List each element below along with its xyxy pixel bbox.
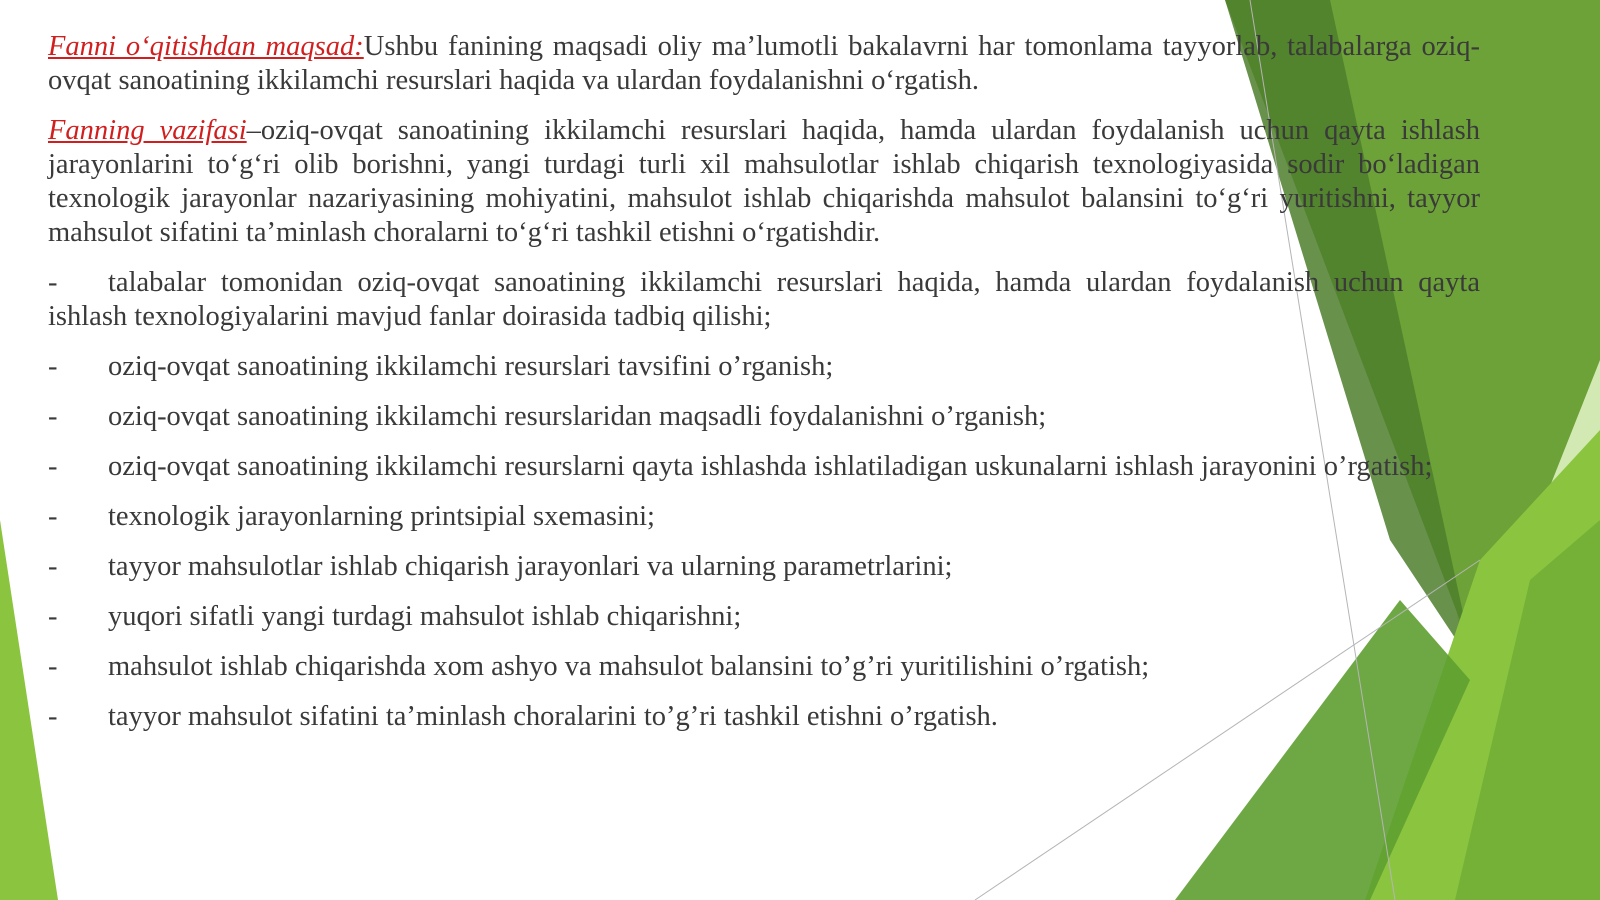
list-item-text: yuqori sifatli yangi turdagi mahsulot ishlab chiqarishni; — [108, 601, 742, 632]
goal-text: Ushbu fanining maqsadi oliy ma’lumotli bakalavrni har tomonlama tayyorlab, talabalarga oziq-ovqat sanoatining ikkilamchi resurslari haqida va ulardan foydalanishni o‘rgatish. — [48, 31, 1481, 96]
list-item-text: talabalar tomonidan oziq-ovqat sanoatining ikkilamchi resurslari haqida, hamda ulardan foydalanish uchun qayta ishlash texnologiyalarini mavjud fanlar doirasida tadbiq qilishi; — [48, 267, 1480, 332]
list-item — [48, 400, 1480, 434]
task-text: –oziq-ovqat sanoatining ikkilamchi resurslari haqida, hamda ulardan foydalanish uchun qayta ishlash jarayonlarini to‘g‘ri olib borishni, yangi turdagi turli xil mahsulotlar ishlab chiqarish texnologiyasida sodir bo‘ladigan texnologik jarayonlar nazariyasining mohiyatini, mahsulot ishlab chiqarishda mahsulot balansini to‘g‘ri yuritishni, tayyor mahsulot sifatini ta’minlash choralarni to‘g‘ri tashkil etishni o‘rgatishdir. — [48, 115, 1480, 248]
dash-bullet: - — [48, 551, 58, 582]
list-item — [48, 450, 1480, 484]
dash-bullet: - — [48, 351, 58, 382]
list-item — [48, 500, 1480, 534]
list-item — [48, 550, 1480, 584]
list-item-text: mahsulot ishlab chiqarishda xom ashyo va mahsulot balansini to’g’ri yuritilishini o’rgatish; — [108, 651, 1150, 682]
dash-bullet: - — [48, 451, 58, 482]
goal-paragraph — [48, 30, 1480, 98]
task-term: Fanning vazifasi — [48, 115, 247, 146]
dash-bullet: - — [48, 701, 58, 732]
list-item — [48, 700, 1480, 734]
goal-term: Fanni o‘qitishdan maqsad: — [48, 31, 364, 62]
list-item — [48, 350, 1480, 384]
list-item — [48, 600, 1480, 634]
dash-bullet: - — [48, 501, 58, 532]
dash-bullet: - — [48, 267, 58, 298]
list-item-text: oziq-ovqat sanoatining ikkilamchi resurslari tavsifini o’rganish; — [108, 351, 834, 382]
list-item-text: texnologik jarayonlarning printsipial sxemasini; — [108, 501, 655, 532]
dash-bullet: - — [48, 401, 58, 432]
list-item-text: oziq-ovqat sanoatining ikkilamchi resurslarni qayta ishlashda ishlatiladigan uskunalarni ishlash jarayonini o’rgatish; — [108, 451, 1433, 482]
list-item-text: oziq-ovqat sanoatining ikkilamchi resurslaridan maqsadli foydalanishni o’rganish; — [108, 401, 1047, 432]
list-item-text: tayyor mahsulotlar ishlab chiqarish jarayonlari va ularning parametrlarini; — [108, 551, 953, 582]
slide-content — [48, 30, 1480, 750]
dash-bullet: - — [48, 651, 58, 682]
dash-bullet: - — [48, 601, 58, 632]
list-item-text: tayyor mahsulot sifatini ta’minlash choralarini to’g’ri tashkil etishni o’rgatish. — [108, 701, 998, 732]
list-item — [48, 266, 1480, 334]
list-item — [48, 650, 1480, 684]
task-paragraph — [48, 114, 1480, 250]
